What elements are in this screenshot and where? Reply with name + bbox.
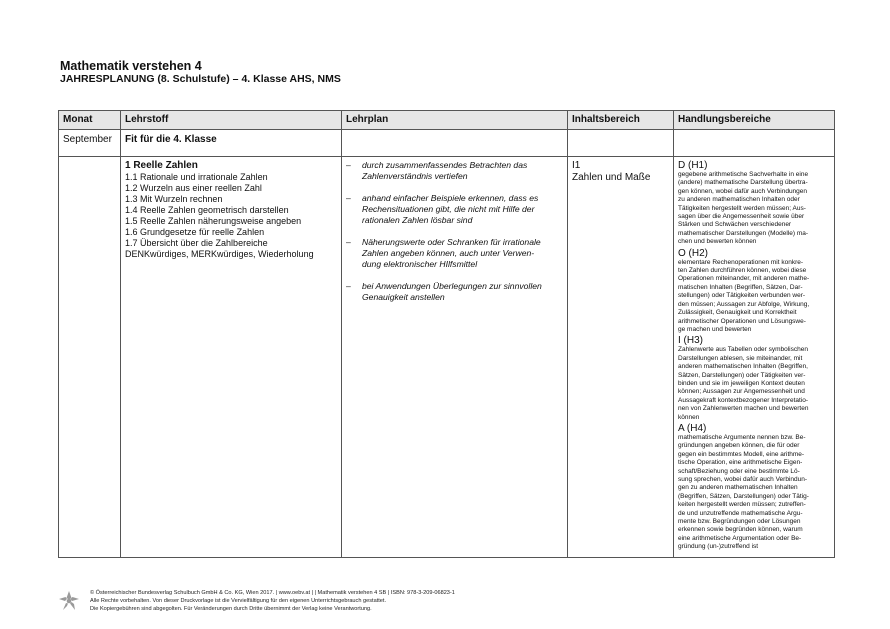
column-header-monat: Monat [59,111,121,130]
inhaltsbereich-name: Zahlen und Maße [572,172,651,183]
lehrplan-line: rationalen Zahlen lösbar sind [362,215,473,225]
text-line: binden und sie im jeweiligen Kontext deuten [678,379,805,387]
handlungsbereich-text [678,346,830,422]
column-header-handlungsbereiche: Handlungsbereiche [674,111,835,130]
column-header-lehrstoff: Lehrstoff [121,111,342,130]
inhaltsbereich-code: I1 [572,160,581,171]
footer-line: © Österreichischer Bundesverlag Schulbuch GmbH & Co. KG, Wien 2017. | www.oebv.at | | Mathematik verstehen 4 SB | ISBN: 978-3-209-06823-1 [90,590,455,596]
handlungsbereich-text [678,171,830,247]
document-subtitle: JAHRESPLANUNG (8. Schulstufe) – 4. Klasse AHS, NMS [60,73,341,85]
text-line: Zahlenwerte aus Tabellen oder symbolischen [678,346,808,354]
text-line: keiten hergestellt werden müssen; zutreffen- [678,501,806,509]
text-line: anderen mathematischen Inhalten (Begriffen, [678,363,808,371]
table-row [59,130,835,157]
text-line: arithmetischer Operationen und Lösungswe- [678,317,806,325]
text-line: Aussagekraft kontextbezogener Interpretatio- [678,396,809,404]
text-line: Stärken und Schwächen verschiedener [678,221,792,229]
lehrstoff-item: 1.1 Rationale und irrationale Zahlen [125,172,268,182]
text-line: ge machen und bewerten [678,325,752,333]
text-line: können [678,413,700,421]
publisher-logo-icon [58,590,80,612]
empty-cell [342,130,568,157]
text-line: erkennen sowie begründen können, warum [678,526,803,534]
month-cell [59,130,121,157]
document-title: Mathematik verstehen 4 [60,59,202,73]
handlungsbereich-heading: A (H4) [678,422,707,434]
lehrstoff-item: 1.3 Mit Wurzeln rechnen [125,194,223,204]
text-line: tische Operation, eine arithmetische Eigen- [678,459,803,467]
lehrplan-list [346,160,563,303]
text-line: stellungen) oder Tätigkeiten verbunden wer- [678,292,806,300]
text-line: gegen ein bestimmtes Modell, eine arithme- [678,450,805,458]
lehrplan-line: Näherungswerte oder Schranken für irrationale [362,237,541,247]
text-line: nen von Zahlenwerten machen und bewerten [678,405,809,413]
dash-marker: – [346,281,351,291]
handlungsbereich-heading: D (H1) [678,160,708,171]
dash-marker: – [346,237,351,247]
footer-line: Die Kopiergebühren sind abgegolten. Für Veränderungen durch Dritte übernimmt der Verlag keine Verantwortung. [90,606,372,612]
text-line: ten Zahlen durchführen können, wobei diese [678,267,807,275]
list-item [346,193,563,226]
text-line: mente bzw. Begründungen oder Lösungen [678,518,801,526]
text-line: sung sprechen, wobei dafür auch Verbindun- [678,476,808,483]
list-item [346,237,563,270]
section-cell [121,130,342,157]
text-line: gegebene arithmetische Sachverhalte in eine [678,171,809,178]
text-line: gründung (un-)zutreffend ist [678,543,759,551]
plan-table [58,110,835,558]
empty-cell [568,130,674,157]
lehrstoff-item: 1.2 Wurzeln aus einer reellen Zahl [125,183,262,193]
lehrplan-line: dung elektronischer HIlfsmittel [362,259,478,269]
list-item [346,281,563,303]
lehrstoff-item: DENKwürdiges, MERKwürdiges, Wiederholung [125,249,314,259]
table-row [59,157,835,558]
text-line: schaft/Beziehung oder eine bestimmte Lö- [678,467,800,475]
month-label: September [63,134,112,145]
lehrstoff-cell [121,157,342,558]
handlungsbereich-text [678,259,830,335]
header-row [59,111,835,130]
handlungsbereich-text [678,434,830,552]
handlungsbereiche-cell [674,157,835,558]
section-title: Fit für die 4. Klasse [125,134,217,145]
text-line: chen und bewerten können [678,238,757,246]
text-line: (andere) mathematische Darstellung übertra- [678,179,808,187]
list-item [346,160,563,182]
text-line: Darstellungen ablesen, sie miteinander, mit [678,354,803,362]
lehrplan-line: bei Anwendungen Überlegungen zur sinnvollen [362,281,542,291]
lehrstoff-item: 1.6 Grundgesetze für reelle Zahlen [125,227,265,237]
text-line: sagen über die Angemessenheit sowie über [678,213,805,221]
text-line: gen können, wobei dafür auch Verbindungen [678,187,808,195]
lehrstoff-item: 1.4 Reelle Zahlen geometrisch darstellen [125,205,289,215]
column-header-inhaltsbereich: Inhaltsbereich [568,111,674,130]
lehrplan-line: durch zusammenfassendes Betrachten das [362,160,528,170]
lehrplan-line: Zahlenverständnis vertiefen [362,171,468,181]
text-line: (Begriffen, Sätzen, Darstellungen) oder Tätig- [678,492,809,500]
text-line: Tätigkeiten hergestellt werden müssen; Aus- [678,204,806,212]
text-line: Sätzen, Darstellungen) oder Tätigkeiten ver- [678,371,806,379]
lehrplan-line: anhand einfacher Beispiele erkennen, dass es [362,193,539,203]
text-line: mathematische Argumente nennen bzw. Be- [678,433,806,441]
handlungsbereich-heading: I (H3) [678,335,703,347]
inhaltsbereich-cell [568,157,674,558]
footer-copyright [90,589,790,613]
text-line: de und unzutreffende mathematische Argu- [678,509,803,517]
text-line: Zulässigkeit, Genauigkeit und Korrektheit [678,309,797,317]
handlungsbereich-heading: O (H2) [678,247,708,259]
empty-cell [59,157,121,558]
text-line: Operationen miteinander, mit anderen mathe- [678,275,810,283]
lehrplan-line: Genauigkeit anstellen [362,292,445,302]
dash-marker: – [346,160,351,170]
lehrstoff-item: 1.5 Reelle Zahlen näherungsweise angeben [125,216,302,226]
empty-cell [674,130,835,157]
lehrplan-line: Zahlen angeben können, auch unter Verwen- [362,248,535,258]
text-line: eine arithmetische Argumentation oder Be- [678,534,802,542]
lehrplan-cell [342,157,568,558]
lehrplan-line: Rechensituationen gibt, die nicht mit Hilfe der [362,204,535,214]
lehrstoff-item: 1.7 Übersicht über die Zahlbereiche [125,238,268,248]
lehrstoff-heading: 1 Reelle Zahlen [125,160,198,171]
text-line: können; Aussagen zur Angemessenheit und [678,388,805,396]
footer-line: Alle Rechte vorbehalten. Von dieser Druckvorlage ist die Vervielfältigung für den eigenen Unterrichtsgebrauch gestattet. [90,598,387,604]
text-line: gründungen angeben können, die für oder [678,442,800,450]
text-line: gen zu anderen mathematischen Inhalten [678,484,798,492]
text-line: matischen Inhalten (Begriffen, Sätzen, Dar- [678,283,803,291]
text-line: zu anderen mathematischen Inhalten oder [678,196,800,204]
column-header-lehrplan: Lehrplan [342,111,568,130]
text-line: elementare Rechenoperationen mit konkre- [678,258,804,266]
text-line: mathematischer Darstellungen (Modelle) ma- [678,229,809,237]
dash-marker: – [346,193,351,203]
text-line: den müssen; Aussagen zur Abfolge, Wirkung, [678,300,810,308]
